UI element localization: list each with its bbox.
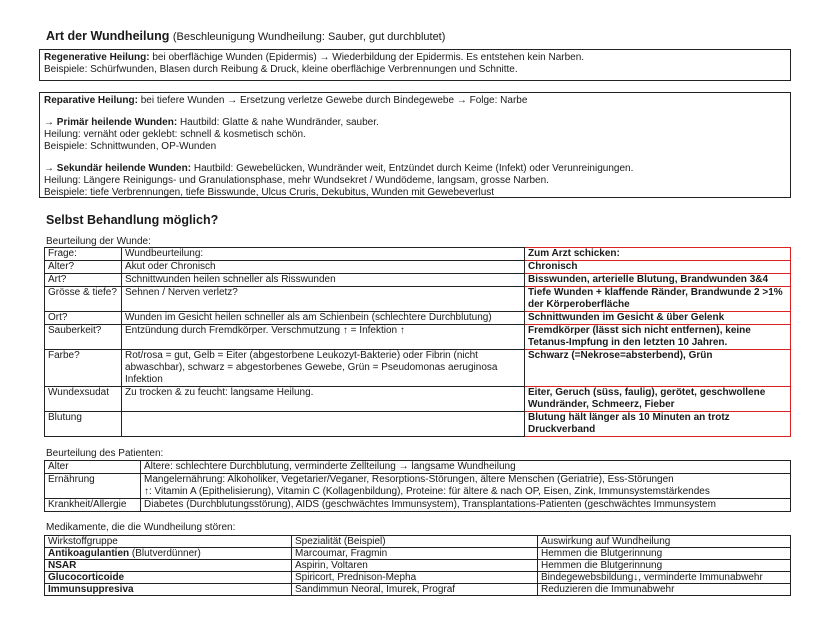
reparative-text: bei tiefere Wunden → Ersetzung verletze Gewebe durch Bindegewebe → Folge: Narbe — [137, 95, 528, 106]
regenerative-label: Regenerative Heilung: — [44, 52, 150, 63]
header-cell: Frage: — [45, 248, 122, 261]
drug-group: Immunsuppresiva — [48, 584, 134, 595]
table-cell: Bisswunden, arterielle Blutung, Brandwunden 3&4 — [525, 274, 791, 287]
table-row — [45, 387, 791, 412]
table-cell: Tiefe Wunden + klaffende Ränder, Brandwunde 2 >1% der Körperoberfläche — [525, 287, 791, 312]
ernaehrung-line-2: ↑: Vitamin A (Epithelisierung), Vitamin C (Kollagenbildung), Proteine: für ältere & nach OP, Eisen, Zink, Immunsystemstärkendes — [144, 486, 710, 497]
table-row — [45, 350, 791, 387]
table-cell: Wundexsudat — [45, 387, 122, 412]
table-cell — [45, 548, 292, 560]
table-cell: Schwarz (=Nekrose=absterbend), Grün — [525, 350, 791, 387]
table-cell: Bindegewebsbildung↓, verminderte Immunabwehr — [538, 572, 791, 584]
wound-table — [44, 247, 791, 437]
patient-caption: Beurteilung des Patienten: — [46, 448, 164, 459]
header-cell: Zum Arzt schicken: — [525, 248, 791, 261]
regenerative-box — [39, 49, 791, 81]
table-row — [45, 461, 791, 474]
table-cell — [45, 584, 292, 596]
table-cell: Grösse & tiefe? — [45, 287, 122, 312]
table-cell: Schnittwunden heilen schneller als Risswunden — [122, 274, 525, 287]
table-row — [45, 474, 791, 499]
secondary-text: Hautbild: Gewebelücken, Wundränder weit, Entzündet durch Keime (Infekt) oder Verunreinigungen. — [191, 163, 634, 174]
table-cell: Hemmen die Blutgerinnung — [538, 560, 791, 572]
table-cell: Ältere: schlechtere Durchblutung, verminderte Zellteilung → langsame Wundheilung — [141, 461, 791, 474]
table-row — [45, 261, 791, 274]
table-row — [45, 548, 791, 560]
primary-text: Hautbild: Glatte & nahe Wundränder, sauber. — [177, 117, 379, 128]
header-cell: Wirkstoffgruppe — [45, 536, 292, 548]
secondary-label: → Sekundär heilende Wunden: — [44, 163, 192, 174]
table-cell — [122, 412, 525, 437]
table-cell — [45, 572, 292, 584]
table-cell — [45, 560, 292, 572]
table-cell: Hemmen die Blutgerinnung — [538, 548, 791, 560]
medikamente-table — [44, 535, 791, 596]
table-row — [45, 584, 791, 596]
header-cell: Wundbeurteilung: — [122, 248, 525, 261]
section-heading: Selbst Behandlung möglich? — [46, 213, 219, 227]
table-cell: Sauberkeit? — [45, 325, 122, 350]
table-row — [45, 312, 791, 325]
table-cell: Chronisch — [525, 261, 791, 274]
title-subtitle: (Beschleunigung Wundheilung: Sauber, gut durchblutet) — [172, 31, 446, 43]
table-cell: Marcoumar, Fragmin — [292, 548, 538, 560]
table-row — [45, 325, 791, 350]
table-cell: Wunden im Gesicht heilen schneller als am Schienbein (schlechtere Durchblutung) — [122, 312, 525, 325]
table-cell: Schnittwunden im Gesicht & über Gelenk — [525, 312, 791, 325]
ernaehrung-line-1: Mangelernährung: Alkoholiker, Vegetarier/Veganer, Resorptions-Störungen, ältere Menschen (Geriatrie), Ess-Störungen — [144, 474, 674, 485]
page-title — [46, 30, 445, 43]
table-cell: Diabetes (Durchblutungsstörung), AIDS (geschwächtes Immunsystem), Transplantations-Patienten (geschwächtes Immunsystem — [141, 499, 791, 512]
regenerative-text: bei oberflächige Wunden (Epidermis) → Wiederbildung der Epidermis. Es entstehen kein Narben. — [149, 52, 585, 63]
table-row — [45, 572, 791, 584]
table-cell: Ort? — [45, 312, 122, 325]
title-main: Art der Wundheilung — [46, 29, 170, 43]
header-cell: Auswirkung auf Wundheilung — [538, 536, 791, 548]
reparative-label: Reparative Heilung: — [44, 95, 138, 106]
table-cell: Blutung hält länger als 10 Minuten an trotz Druckverband — [525, 412, 791, 437]
table-cell: Art? — [45, 274, 122, 287]
table-row — [45, 412, 791, 437]
reparative-box — [39, 92, 791, 198]
table-cell: Sandimmun Neoral, Imurek, Prograf — [292, 584, 538, 596]
table-row — [45, 499, 791, 512]
table-cell: Alter — [45, 461, 141, 474]
table-cell: Fremdkörper (lässt sich nicht entfernen), keine Tetanus-Impfung in den letzten 10 Jahren. — [525, 325, 791, 350]
table-cell: Entzündung durch Fremdkörper. Verschmutzung ↑ = Infektion ↑ — [122, 325, 525, 350]
table-cell: Spiricort, Prednison-Mepha — [292, 572, 538, 584]
table-cell: Rot/rosa = gut, Gelb = Eiter (abgestorbene Leukozyt-Bakterie) oder Fibrin (nicht abwaschbar), schwarz = abgestorbenes Gewebe, Grün = Pseudomonas aeruginosa Infektion — [122, 350, 525, 387]
header-cell: Spezialität (Beispiel) — [292, 536, 538, 548]
primary-examples: Beispiele: Schnittwunden, OP-Wunden — [44, 141, 217, 152]
drug-group: NSAR — [48, 560, 77, 571]
secondary-examples: Beispiele: tiefe Verbrennungen, tiefe Bisswunde, Ulcus Cruris, Dekubitus, Wunden mit Gewebeverlust — [44, 187, 495, 198]
patient-table — [44, 460, 791, 512]
table-cell — [141, 474, 791, 499]
table-row — [45, 560, 791, 572]
table-cell: Farbe? — [45, 350, 122, 387]
drug-group-note: (Blutverdünner) — [129, 548, 201, 559]
table-cell: Reduzieren die Immunabwehr — [538, 584, 791, 596]
primary-heal: Heilung: vernäht oder geklebt: schnell & kosmetisch schön. — [44, 129, 306, 140]
table-cell: Blutung — [45, 412, 122, 437]
medikamente-caption: Medikamente, die die Wundheilung stören: — [46, 522, 236, 533]
table-row — [45, 287, 791, 312]
secondary-heal: Heilung: Längere Reinigungs- und Granulationsphase, mehr Wundsekret / Wundödeme, langsam, grosse Narben. — [44, 175, 549, 186]
table-cell: Sehnen / Nerven verletz? — [122, 287, 525, 312]
primary-label: → Primär heilende Wunden: — [44, 117, 178, 128]
table-cell: Eiter, Geruch (süss, faulig), gerötet, geschwollene Wundränder, Schmeerz, Fieber — [525, 387, 791, 412]
table-cell: Krankheit/Allergie — [45, 499, 141, 512]
drug-group: Glucocorticoide — [48, 572, 125, 583]
table-cell: Aspirin, Voltaren — [292, 560, 538, 572]
table-row — [45, 274, 791, 287]
drug-group: Antikoagulantien — [48, 548, 130, 559]
wound-caption: Beurteilung der Wunde: — [46, 236, 151, 247]
table-header-row — [45, 248, 791, 261]
table-header-row — [45, 536, 791, 548]
regenerative-examples: Beispiele: Schürfwunden, Blasen durch Reibung & Druck, kleine oberflächige Verbrennungen und Schnitte. — [44, 64, 518, 75]
table-cell: Zu trocken & zu feucht: langsame Heilung. — [122, 387, 525, 412]
table-cell: Alter? — [45, 261, 122, 274]
table-cell: Akut oder Chronisch — [122, 261, 525, 274]
table-cell: Ernährung — [45, 474, 141, 499]
